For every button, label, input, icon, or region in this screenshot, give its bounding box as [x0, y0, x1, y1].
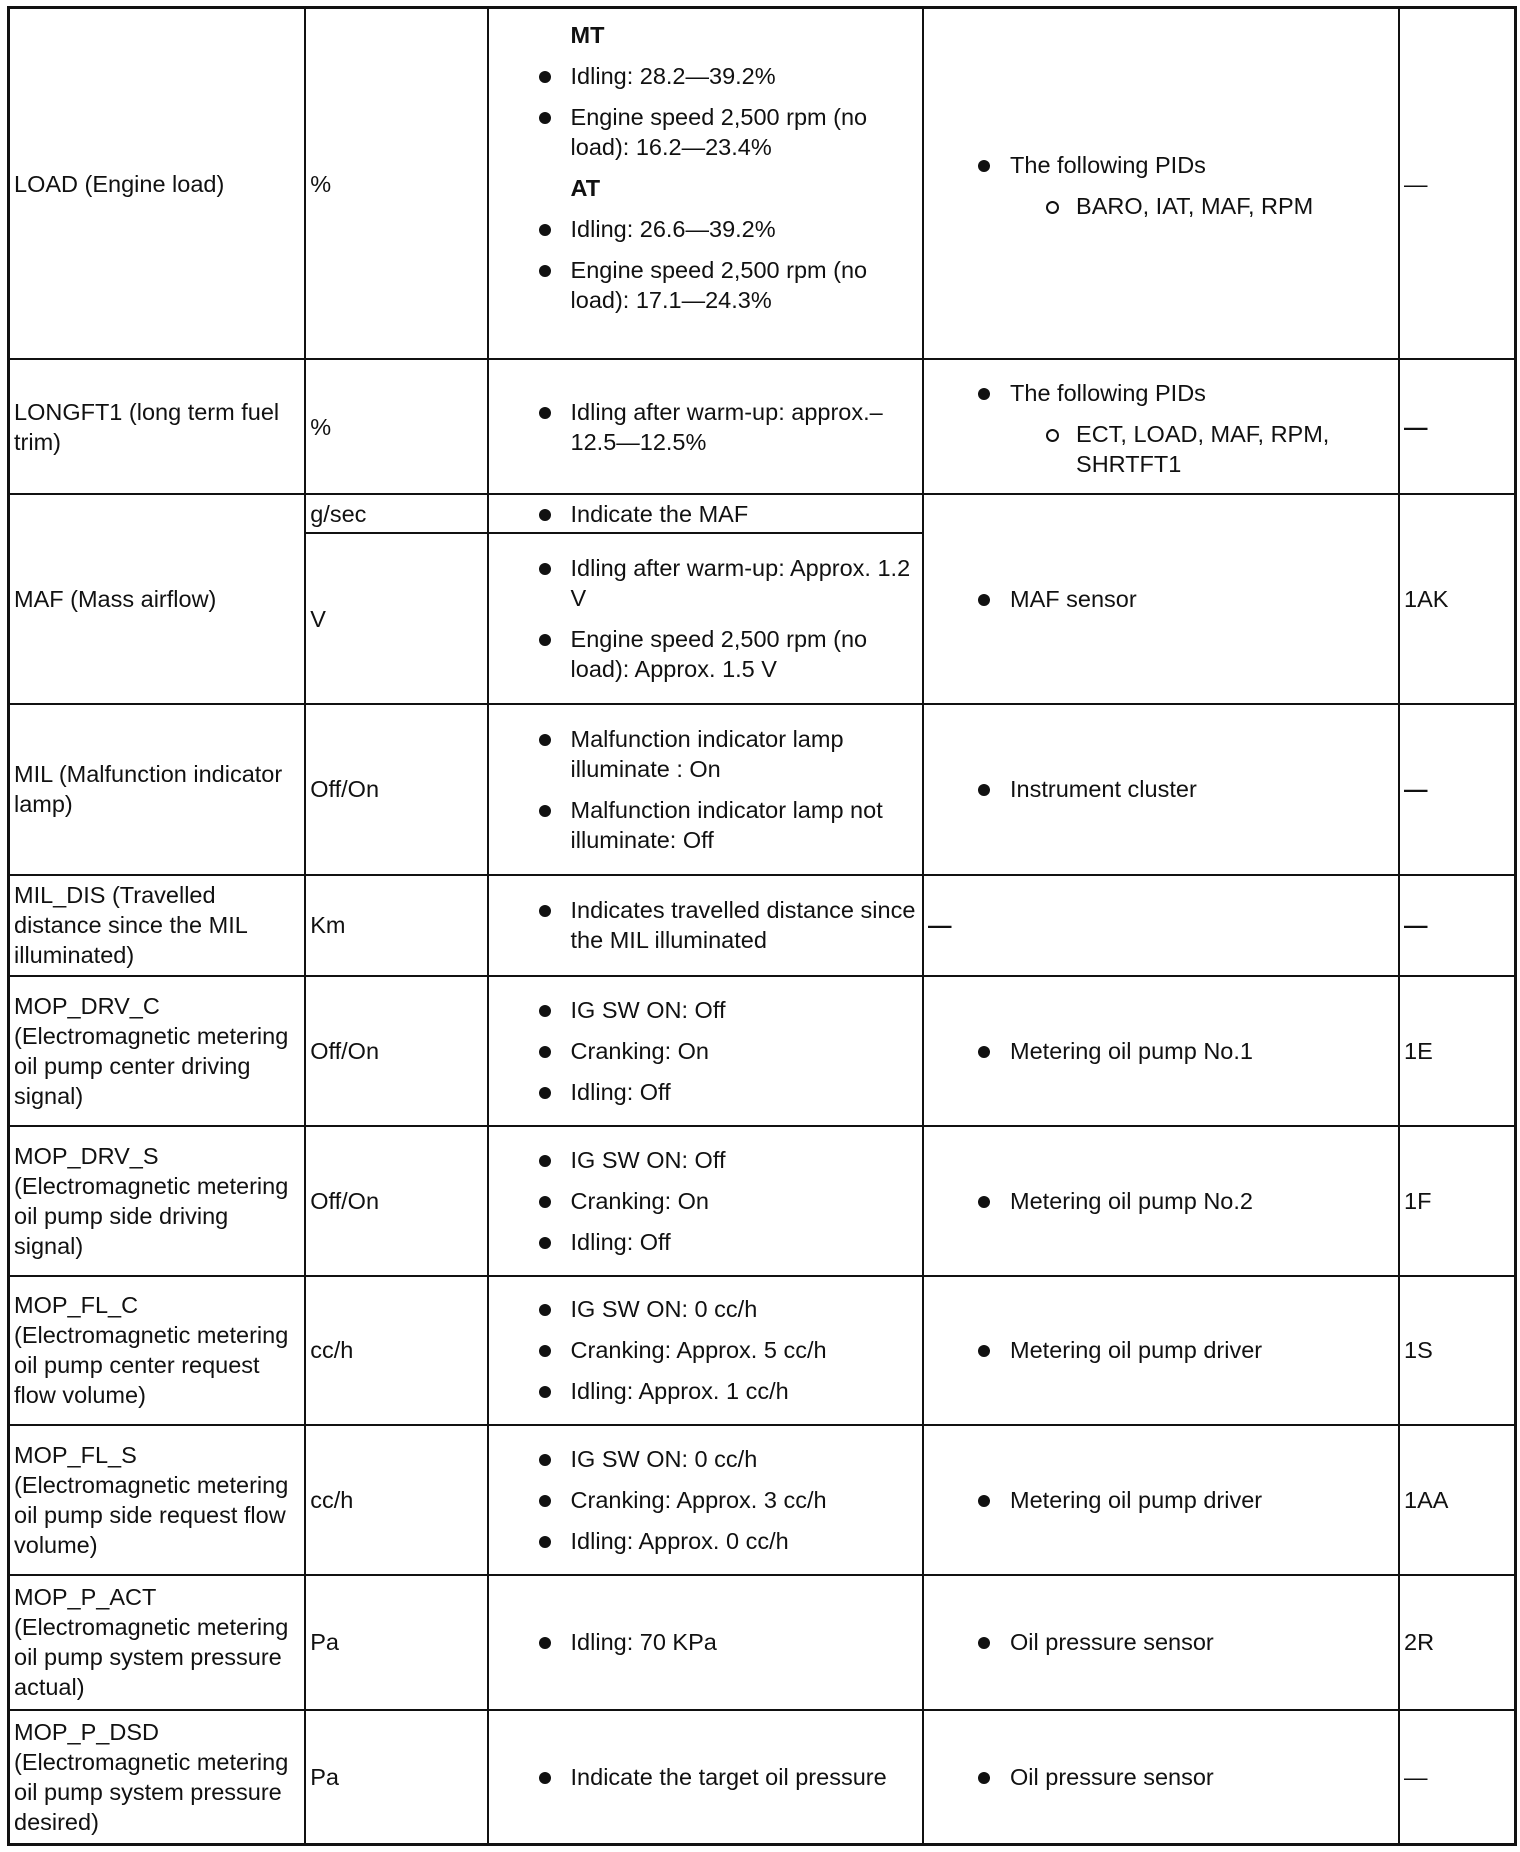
pid-name-cell: LOAD (Engine load): [9, 8, 306, 360]
table-row-mop-p-dsd: [9, 1710, 1516, 1845]
terminal-cell: 1AA: [1399, 1425, 1515, 1575]
condition-cell: [488, 1276, 923, 1426]
unit-cell: Off/On: [305, 704, 487, 875]
unit-cell: Off/On: [305, 1126, 487, 1276]
condition-item: IG SW ON: Off: [529, 995, 918, 1025]
unit-cell: Off/On: [305, 976, 487, 1126]
pid-name-cell: MOP_P_ACT (Electromagnetic metering oil pump system pressure actual): [9, 1575, 306, 1709]
inspection-sublist: [928, 191, 1394, 221]
condition-list: [493, 995, 918, 1107]
table-row-mop-drv-c: [9, 976, 1516, 1126]
unit-cell: cc/h: [305, 1425, 487, 1575]
table-row-mil: [9, 704, 1516, 875]
condition-list: [493, 214, 918, 315]
unit-cell: g/sec: [305, 494, 487, 534]
condition-item: Idling after warm-up: approx.–12.5—12.5%: [529, 397, 918, 457]
inspection-subitem: ECT, LOAD, MAF, RPM, SHRTFT1: [1038, 419, 1394, 479]
condition-item: Cranking: On: [529, 1186, 918, 1216]
inspection-list: [928, 1762, 1394, 1792]
unit-cell: Pa: [305, 1710, 487, 1845]
at-heading: AT: [570, 175, 601, 201]
pid-name-cell: MIL (Malfunction indicator lamp): [9, 704, 306, 875]
terminal-cell: —: [1399, 8, 1515, 360]
condition-item: Cranking: Approx. 5 cc/h: [529, 1335, 918, 1365]
inspection-item: Metering oil pump No.2: [968, 1186, 1394, 1216]
inspection-cell: [923, 494, 1399, 704]
table-row-mop-fl-s: [9, 1425, 1516, 1575]
terminal-cell: —: [1399, 359, 1515, 493]
inspection-item: MAF sensor: [968, 584, 1394, 614]
condition-cell: [488, 1126, 923, 1276]
inspection-item: Oil pressure sensor: [968, 1627, 1394, 1657]
condition-item: Cranking: Approx. 3 cc/h: [529, 1485, 918, 1515]
inspection-item: Oil pressure sensor: [968, 1762, 1394, 1792]
inspection-list: [928, 378, 1394, 408]
condition-item: Idling: 26.6—39.2%: [529, 214, 918, 244]
condition-item: Idling after warm-up: Approx. 1.2 V: [529, 553, 918, 613]
condition-item: Malfunction indicator lamp not illuminate: Off: [529, 795, 918, 855]
inspection-cell: —: [923, 875, 1399, 976]
condition-item: Malfunction indicator lamp illuminate : On: [529, 724, 918, 784]
condition-item: Idling: Approx. 1 cc/h: [529, 1376, 918, 1406]
terminal-cell: —: [1399, 704, 1515, 875]
condition-list: [493, 397, 918, 457]
inspection-cell: [923, 1276, 1399, 1426]
condition-cell: [488, 8, 923, 360]
unit-cell: Pa: [305, 1575, 487, 1709]
inspection-cell: [923, 1710, 1399, 1845]
condition-cell: [488, 359, 923, 493]
condition-item: Idling: 28.2—39.2%: [529, 61, 918, 91]
condition-list: [493, 724, 918, 855]
condition-list: [493, 61, 918, 162]
mt-heading: MT: [570, 22, 605, 48]
inspection-list: [928, 1036, 1394, 1066]
inspection-list: [928, 584, 1394, 614]
condition-item: Idling: Off: [529, 1227, 918, 1257]
condition-list: [493, 1145, 918, 1257]
unit-cell: %: [305, 359, 487, 493]
table-row-mop-fl-c: [9, 1276, 1516, 1426]
terminal-cell: 2R: [1399, 1575, 1515, 1709]
table-row-load: [9, 8, 1516, 360]
condition-cell: [488, 976, 923, 1126]
condition-list: [493, 1762, 918, 1792]
inspection-item: Metering oil pump No.1: [968, 1036, 1394, 1066]
condition-item: Indicate the target oil pressure: [529, 1762, 918, 1792]
condition-list: [493, 1294, 918, 1406]
inspection-list: [928, 1335, 1394, 1365]
inspection-cell: [923, 976, 1399, 1126]
inspection-item: Metering oil pump driver: [968, 1335, 1394, 1365]
inspection-subitem: BARO, IAT, MAF, RPM: [1038, 191, 1394, 221]
table-row-mil-dis: [9, 875, 1516, 976]
pid-name-cell: MIL_DIS (Travelled distance since the MIL illuminated): [9, 875, 306, 976]
pid-name-cell: MOP_DRV_C (Electromagnetic metering oil pump center driving signal): [9, 976, 306, 1126]
condition-item: Engine speed 2,500 rpm (no load): Approx. 1.5 V: [529, 624, 918, 684]
condition-cell: [488, 704, 923, 875]
condition-item: Idling: Approx. 0 cc/h: [529, 1526, 918, 1556]
terminal-cell: 1E: [1399, 976, 1515, 1126]
unit-cell: cc/h: [305, 1276, 487, 1426]
unit-cell: %: [305, 8, 487, 360]
terminal-cell: 1S: [1399, 1276, 1515, 1426]
condition-cell: [488, 533, 923, 704]
condition-item: Idling: Off: [529, 1077, 918, 1107]
table-row-maf: [9, 494, 1516, 534]
inspection-cell: [923, 1126, 1399, 1276]
inspection-cell: [923, 704, 1399, 875]
condition-list: [493, 1627, 918, 1657]
condition-cell: [488, 1425, 923, 1575]
condition-item: Cranking: On: [529, 1036, 918, 1066]
inspection-list: [928, 1186, 1394, 1216]
pid-name-cell: MAF (Mass airflow): [9, 494, 306, 704]
inspection-list: [928, 150, 1394, 180]
inspection-item: The following PIDs: [968, 150, 1394, 180]
inspection-list: [928, 1627, 1394, 1657]
terminal-cell: —: [1399, 875, 1515, 976]
table-row-longft1: [9, 359, 1516, 493]
condition-list: [493, 553, 918, 684]
condition-item: IG SW ON: 0 cc/h: [529, 1294, 918, 1324]
pid-monitor-table: [7, 6, 1517, 1846]
inspection-cell: [923, 1575, 1399, 1709]
condition-item: Idling: 70 KPa: [529, 1627, 918, 1657]
condition-item: IG SW ON: 0 cc/h: [529, 1444, 918, 1474]
condition-item: Indicates travelled distance since the MIL illuminated: [529, 895, 918, 955]
condition-list: [493, 895, 918, 955]
terminal-cell: —: [1399, 1710, 1515, 1845]
inspection-cell: [923, 1425, 1399, 1575]
table-row-mop-p-act: [9, 1575, 1516, 1709]
inspection-item: The following PIDs: [968, 378, 1394, 408]
unit-cell: Km: [305, 875, 487, 976]
table-row-mop-drv-s: [9, 1126, 1516, 1276]
pid-name-cell: MOP_DRV_S (Electromagnetic metering oil pump side driving signal): [9, 1126, 306, 1276]
condition-list: [493, 499, 918, 529]
inspection-item: Metering oil pump driver: [968, 1485, 1394, 1515]
terminal-cell: 1F: [1399, 1126, 1515, 1276]
condition-cell: [488, 1710, 923, 1845]
terminal-cell: 1AK: [1399, 494, 1515, 704]
condition-item: IG SW ON: Off: [529, 1145, 918, 1175]
inspection-cell: [923, 359, 1399, 493]
condition-list: [493, 1444, 918, 1556]
inspection-sublist: [928, 419, 1394, 479]
condition-item: Engine speed 2,500 rpm (no load): 17.1—24.3%: [529, 255, 918, 315]
condition-cell: [488, 494, 923, 534]
inspection-list: [928, 1485, 1394, 1515]
unit-cell: V: [305, 533, 487, 704]
inspection-cell: [923, 8, 1399, 360]
pid-name-cell: MOP_FL_C (Electromagnetic metering oil pump center request flow volume): [9, 1276, 306, 1426]
pid-name-cell: LONGFT1 (long term fuel trim): [9, 359, 306, 493]
pid-name-cell: MOP_P_DSD (Electromagnetic metering oil pump system pressure desired): [9, 1710, 306, 1845]
condition-item: Engine speed 2,500 rpm (no load): 16.2—23.4%: [529, 102, 918, 162]
condition-cell: [488, 875, 923, 976]
condition-item: Indicate the MAF: [529, 499, 918, 529]
condition-cell: [488, 1575, 923, 1709]
inspection-item: Instrument cluster: [968, 774, 1394, 804]
pid-name-cell: MOP_FL_S (Electromagnetic metering oil pump side request flow volume): [9, 1425, 306, 1575]
inspection-list: [928, 774, 1394, 804]
